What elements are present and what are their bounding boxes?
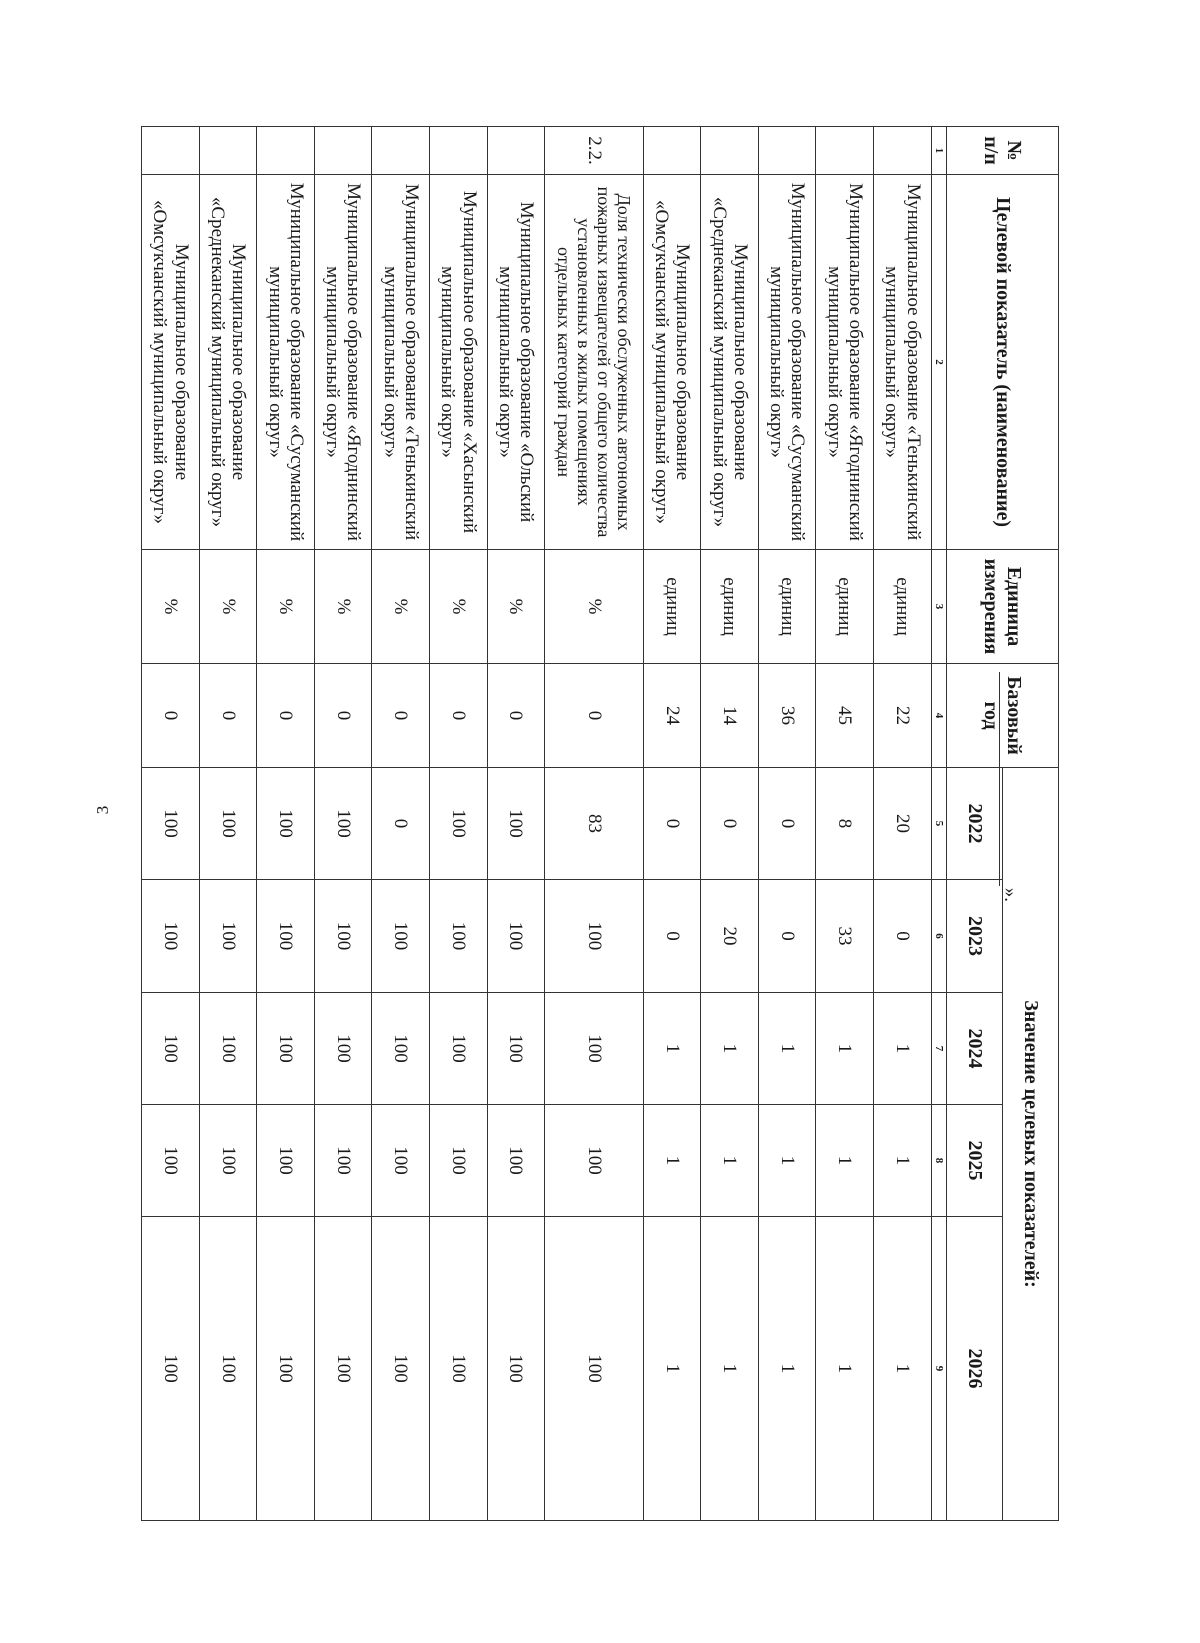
value-2026: 1 [643, 1217, 701, 1521]
row-number [257, 127, 315, 175]
indicator-name: Доля технически обслуженных автономных пожарных извещателей от общего количества установленных в жилых помещениях отдельных категорий граждан [545, 175, 644, 550]
value-2024: 1 [643, 993, 701, 1105]
header-year: 2022 [947, 768, 1003, 880]
value-2026: 100 [372, 1217, 430, 1521]
unit-cell: % [257, 550, 315, 664]
indicator-name: Муниципальное образование «Тенькинский муниципальный округ» [874, 175, 932, 550]
indicator-name: Муниципальное образование «Сусуманский муниципальный округ» [257, 175, 315, 550]
indicator-name: Муниципальное образование «Тенькинский муниципальный округ» [372, 175, 430, 550]
column-number: 2 [931, 175, 946, 550]
indicators-table [141, 126, 1059, 1521]
table-row [429, 127, 487, 1521]
table-row [487, 127, 545, 1521]
column-number: 3 [931, 550, 946, 664]
value-2025: 1 [874, 1105, 932, 1217]
unit-cell: % [487, 550, 545, 664]
base-year-value: 14 [701, 664, 759, 768]
header-year: 2023 [947, 880, 1003, 993]
value-2024: 100 [487, 993, 545, 1105]
base-year-value: 45 [816, 664, 874, 768]
value-2026: 100 [314, 1217, 372, 1521]
value-2025: 100 [487, 1105, 545, 1217]
table-row [314, 127, 372, 1521]
column-number: 6 [931, 880, 946, 993]
value-2026: 1 [874, 1217, 932, 1521]
value-2025: 1 [643, 1105, 701, 1217]
column-number: 4 [931, 664, 946, 768]
value-2025: 100 [257, 1105, 315, 1217]
base-year-value: 0 [487, 664, 545, 768]
row-number [758, 127, 816, 175]
value-2022: 100 [429, 768, 487, 880]
value-2026: 100 [487, 1217, 545, 1521]
base-year-value: 24 [643, 664, 701, 768]
value-2025: 100 [142, 1105, 200, 1217]
indicator-name: Муниципальное образование «Среднеканский муниципальный округ» [199, 175, 257, 550]
closing-line [999, 672, 1018, 886]
value-2022: 0 [643, 768, 701, 880]
value-2023: 100 [545, 880, 644, 993]
row-number [816, 127, 874, 175]
value-2022: 100 [257, 768, 315, 880]
row-number [874, 127, 932, 175]
value-2024: 100 [142, 993, 200, 1105]
base-year-value: 0 [372, 664, 430, 768]
value-2026: 1 [816, 1217, 874, 1521]
value-2026: 100 [142, 1217, 200, 1521]
column-number: 1 [931, 127, 946, 175]
value-2025: 100 [429, 1105, 487, 1217]
column-number: 8 [931, 1105, 946, 1217]
value-2025: 100 [314, 1105, 372, 1217]
row-number [643, 127, 701, 175]
value-2023: 0 [758, 880, 816, 993]
table-row [816, 127, 874, 1521]
value-2024: 100 [257, 993, 315, 1105]
base-year-value: 0 [429, 664, 487, 768]
header-base-year: Базовый год [947, 664, 1059, 768]
header-indicator: Целевой показатель (наименование) [947, 175, 1059, 550]
unit-cell: % [545, 550, 644, 664]
value-2024: 1 [816, 993, 874, 1105]
value-2026: 1 [758, 1217, 816, 1521]
indicator-name: Муниципальное образование «Ягоднинский муниципальный округ» [816, 175, 874, 550]
unit-cell: единиц [758, 550, 816, 664]
table-row [142, 127, 200, 1521]
indicator-name: Муниципальное образование «Сусуманский муниципальный округ» [758, 175, 816, 550]
value-2023: 100 [372, 880, 430, 993]
value-2022: 0 [372, 768, 430, 880]
value-2023: 20 [701, 880, 759, 993]
indicator-name: Муниципальное образование «Хасынский муниципальный округ» [429, 175, 487, 550]
value-2024: 100 [199, 993, 257, 1105]
unit-cell: % [199, 550, 257, 664]
row-number [372, 127, 430, 175]
indicator-name: Муниципальное образование «Ольский муниципальный округ» [487, 175, 545, 550]
value-2023: 100 [257, 880, 315, 993]
value-2023: 0 [643, 880, 701, 993]
table-row [643, 127, 701, 1521]
value-2023: 100 [487, 880, 545, 993]
indicator-name: Муниципальное образование «Ягоднинский муниципальный округ» [314, 175, 372, 550]
header-values-group: Значение целевых показателей: [1003, 768, 1059, 1521]
value-2022: 83 [545, 768, 644, 880]
value-2024: 100 [545, 993, 644, 1105]
value-2026: 100 [257, 1217, 315, 1521]
row-number [142, 127, 200, 175]
closing-quote: ». [1000, 887, 1021, 902]
rotated-table-container [141, 126, 1059, 1520]
row-number: 2.2. [545, 127, 644, 175]
unit-cell: единиц [643, 550, 701, 664]
table-body [142, 127, 947, 1521]
base-year-value: 0 [199, 664, 257, 768]
indicator-name: Муниципальное образование «Омсукчанский муниципальный округ» [643, 175, 701, 550]
value-2025: 100 [545, 1105, 644, 1217]
value-2022: 100 [142, 768, 200, 880]
value-2024: 1 [701, 993, 759, 1105]
table-row [372, 127, 430, 1521]
table-row [701, 127, 759, 1521]
table-row [874, 127, 932, 1521]
value-2025: 1 [758, 1105, 816, 1217]
value-2022: 20 [874, 768, 932, 880]
value-2023: 100 [199, 880, 257, 993]
unit-cell: единиц [701, 550, 759, 664]
base-year-value: 0 [545, 664, 644, 768]
value-2023: 0 [874, 880, 932, 993]
value-2022: 100 [199, 768, 257, 880]
unit-cell: % [314, 550, 372, 664]
value-2023: 100 [142, 880, 200, 993]
base-year-value: 0 [314, 664, 372, 768]
column-numbers-row [931, 127, 946, 1521]
unit-cell: % [372, 550, 430, 664]
value-2025: 100 [372, 1105, 430, 1217]
header-year: 2024 [947, 993, 1003, 1105]
value-2026: 100 [199, 1217, 257, 1521]
row-number [487, 127, 545, 175]
row-number [701, 127, 759, 175]
base-year-value: 0 [257, 664, 315, 768]
base-year-value: 22 [874, 664, 932, 768]
column-number: 7 [931, 993, 946, 1105]
value-2022: 0 [701, 768, 759, 880]
table-row [758, 127, 816, 1521]
value-2023: 100 [429, 880, 487, 993]
value-2024: 100 [372, 993, 430, 1105]
table-row [257, 127, 315, 1521]
value-2023: 100 [314, 880, 372, 993]
value-2025: 100 [199, 1105, 257, 1217]
value-2024: 100 [314, 993, 372, 1105]
page-number: 3 [93, 805, 112, 815]
indicator-name: Муниципальное образование «Омсукчанский муниципальный округ» [142, 175, 200, 550]
value-2025: 1 [816, 1105, 874, 1217]
column-number: 9 [931, 1217, 946, 1521]
value-2023: 33 [816, 880, 874, 993]
value-2026: 100 [429, 1217, 487, 1521]
value-2024: 1 [758, 993, 816, 1105]
base-year-value: 36 [758, 664, 816, 768]
row-number [314, 127, 372, 175]
row-number [429, 127, 487, 175]
header-unit: Единица измерения [947, 550, 1059, 664]
unit-cell: единиц [874, 550, 932, 664]
value-2022: 8 [816, 768, 874, 880]
table-row [199, 127, 257, 1521]
unit-cell: % [429, 550, 487, 664]
header-year: 2026 [947, 1217, 1003, 1521]
value-2022: 0 [758, 768, 816, 880]
value-2022: 100 [314, 768, 372, 880]
value-2026: 100 [545, 1217, 644, 1521]
closing-mark [999, 672, 1023, 902]
indicator-name: Муниципальное образование «Среднеканский муниципальный округ» [701, 175, 759, 550]
value-2024: 100 [429, 993, 487, 1105]
value-2024: 1 [874, 993, 932, 1105]
table-row [545, 127, 644, 1521]
row-number [199, 127, 257, 175]
value-2026: 1 [701, 1217, 759, 1521]
base-year-value: 0 [142, 664, 200, 768]
unit-cell: единиц [816, 550, 874, 664]
value-2022: 100 [487, 768, 545, 880]
header-year: 2025 [947, 1105, 1003, 1217]
header-num: № п/п [947, 127, 1059, 175]
column-number: 5 [931, 768, 946, 880]
unit-cell: % [142, 550, 200, 664]
value-2025: 1 [701, 1105, 759, 1217]
